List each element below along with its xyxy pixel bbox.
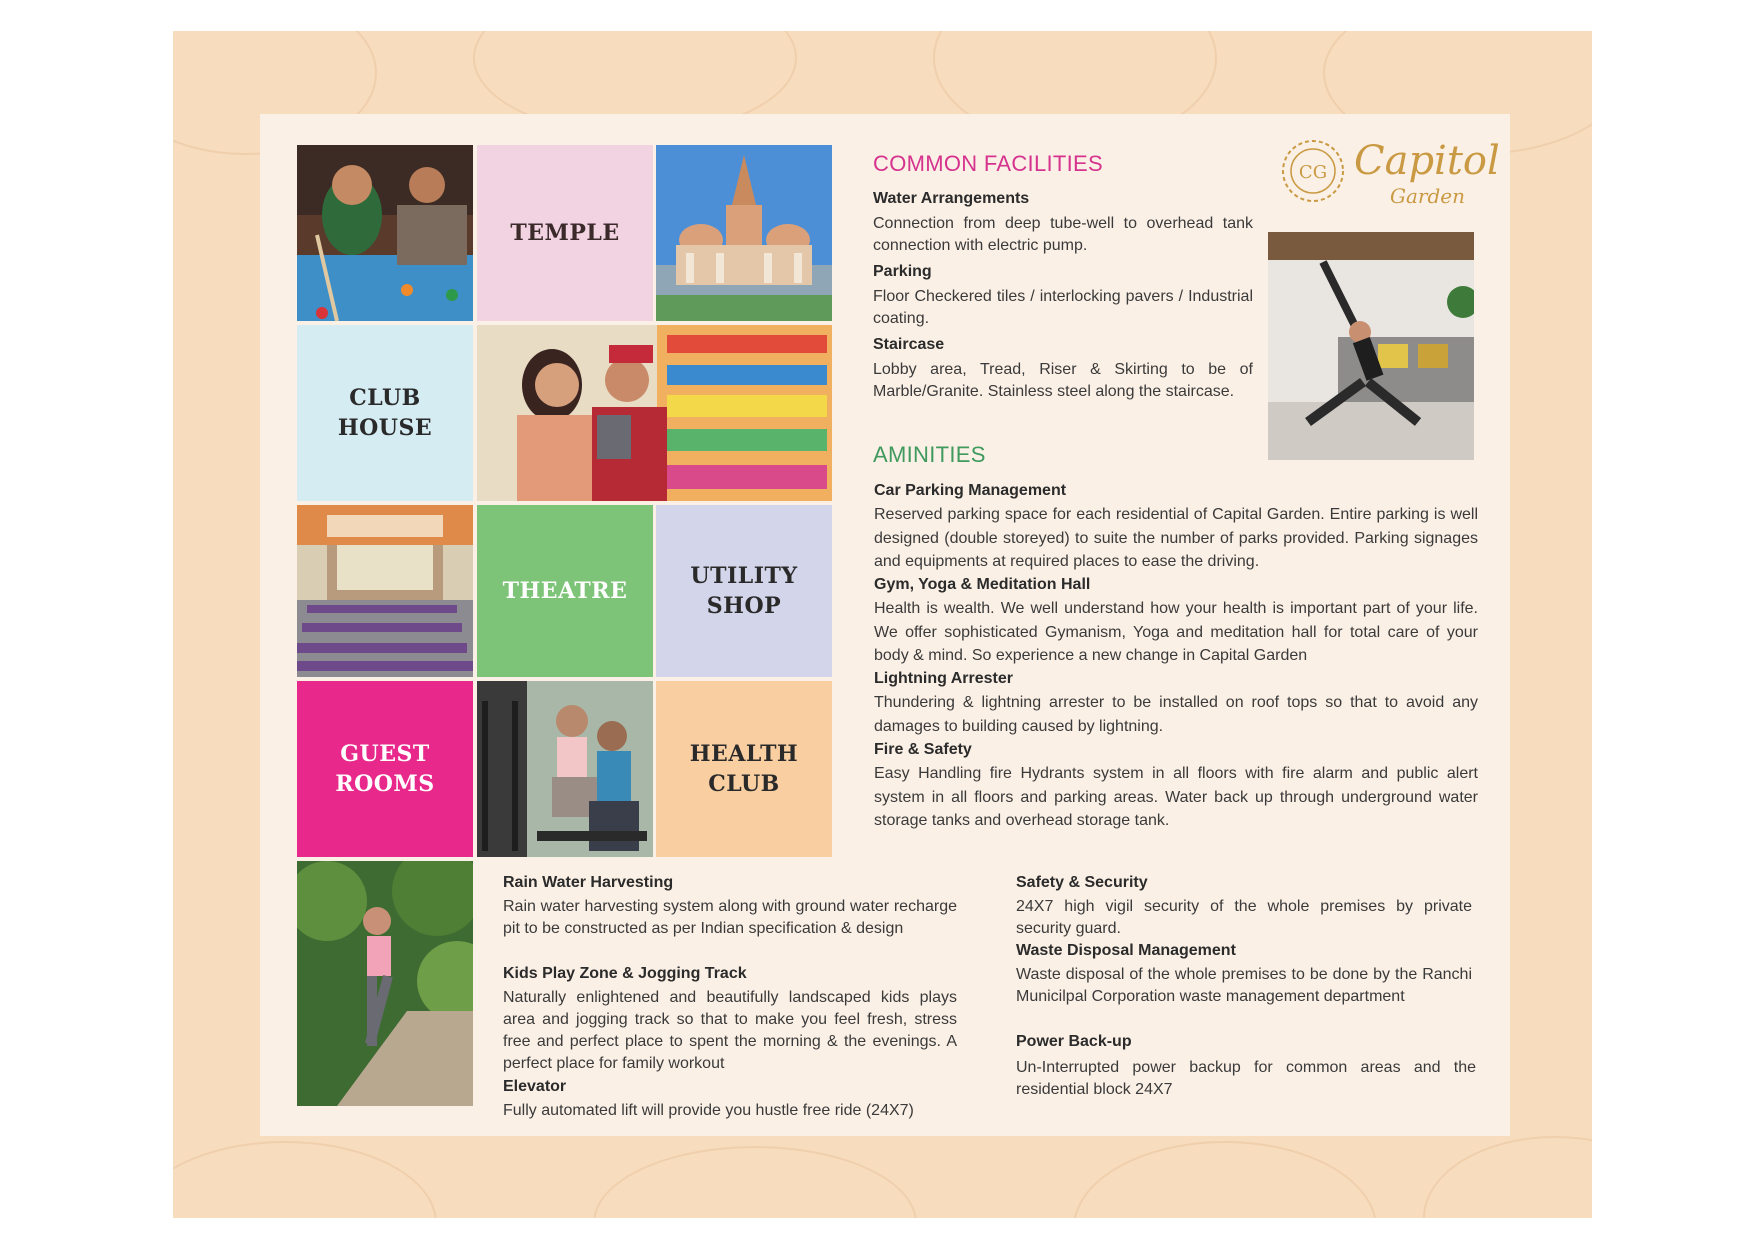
car-parking-text: Reserved parking space for each residential of Capital Garden. Entire parking is well designed (double storeyed) to suite the number of parks provided. Parking signages and equipments at required places to ease the driving. xyxy=(874,506,1478,570)
amenities-heading: AMINITIES xyxy=(873,442,986,467)
temple-photo xyxy=(656,145,832,321)
rain-water-title: Rain Water Harvesting xyxy=(503,874,674,891)
yoga-photo xyxy=(1268,232,1474,460)
lightning-arrester-text: Thundering & lightning arrester to be installed on roof tops so that to avoid any damages to building caused by lightning. xyxy=(874,694,1478,735)
jogging-photo xyxy=(297,861,473,1106)
waste-disposal-text: Waste disposal of the whole premises to be done by the Ranchi Municilpal Corporation waste management department xyxy=(1016,966,1472,1005)
staircase-title: Staircase xyxy=(873,336,945,353)
billiards-photo xyxy=(297,145,473,321)
elevator-text: Fully automated lift will provide you hustle free ride (24X7) xyxy=(503,1102,914,1119)
parking-title: Parking xyxy=(873,263,932,280)
elevator-title: Elevator xyxy=(503,1078,567,1095)
logo-emblem-icon xyxy=(1278,136,1348,206)
kids-play-title: Kids Play Zone & Jogging Track xyxy=(503,965,747,982)
tile-club-house: CLUB HOUSE xyxy=(297,325,473,501)
ornament xyxy=(593,1146,917,1218)
parking-text: Floor Checkered tiles / interlocking pavers / Industrial coating. xyxy=(873,288,1253,327)
capitol-garden-logo xyxy=(1278,134,1500,224)
waste-disposal-title: Waste Disposal Management xyxy=(1016,942,1236,959)
fire-safety-text: Easy Handling fire Hydrants system in all floors with fire alarm and public alert system in all floors and parking areas. Water back up through underground water storage tanks and overhead storage tank. xyxy=(874,765,1478,829)
logo-mark-text: CG xyxy=(1298,162,1328,183)
water-arrangements-title: Water Arrangements xyxy=(873,190,1030,207)
gym-yoga-text: Health is wealth. We well understand how your health is important part of your life. We offer sophisticated Gymanism, Yoga and meditation hall for total care of your body & mind. So experience a new change in Capital Garden xyxy=(874,600,1478,664)
tile-utility-shop: UTILITY SHOP xyxy=(656,505,832,677)
common-facilities-heading: COMMON FACILITIES xyxy=(873,151,1104,176)
logo-word-garden: Garden xyxy=(1390,184,1465,208)
tile-temple: TEMPLE xyxy=(477,145,653,321)
staircase-text: Lobby area, Tread, Riser & Skirting to be of Marble/Granite. Stainless steel along the staircase. xyxy=(873,361,1253,400)
tile-guest-rooms: GUEST ROOMS xyxy=(297,681,473,857)
fire-safety-title: Fire & Safety xyxy=(874,741,972,758)
rain-water-text: Rain water harvesting system along with ground water recharge pit to be constructed as per Indian specification & design xyxy=(503,898,957,937)
car-parking-title: Car Parking Management xyxy=(874,482,1067,499)
logo-word-capitol: Capitol xyxy=(1354,138,1500,184)
water-arrangements-text: Connection from deep tube-well to overhead tank connection with electric pump. xyxy=(873,215,1253,254)
tile-theatre: THEATRE xyxy=(477,505,653,677)
auditorium-photo xyxy=(297,505,473,677)
ornament xyxy=(1423,1136,1592,1218)
gym-yoga-title: Gym, Yoga & Meditation Hall xyxy=(874,576,1091,593)
lightning-arrester-title: Lightning Arrester xyxy=(874,670,1013,687)
shopping-photo xyxy=(477,325,832,501)
ornament xyxy=(173,1141,437,1218)
safety-security-text: 24X7 high vigil security of the whole premises by private security guard. xyxy=(1016,898,1472,937)
kids-play-text: Naturally enlightened and beautifully landscaped kids plays area and jogging track so that to make you feel fresh, stress free and perfect place to spent the morning & the evenings. A perfect place for family workout xyxy=(503,989,957,1072)
gym-photo xyxy=(477,681,653,857)
power-backup-title: Power Back-up xyxy=(1016,1033,1132,1050)
safety-security-title: Safety & Security xyxy=(1016,874,1148,891)
tile-health-club: HEALTH CLUB xyxy=(656,681,832,857)
power-backup-text: Un-Interrupted power backup for common areas and the residential block 24X7 xyxy=(1016,1059,1476,1098)
ornament xyxy=(1073,1141,1377,1218)
